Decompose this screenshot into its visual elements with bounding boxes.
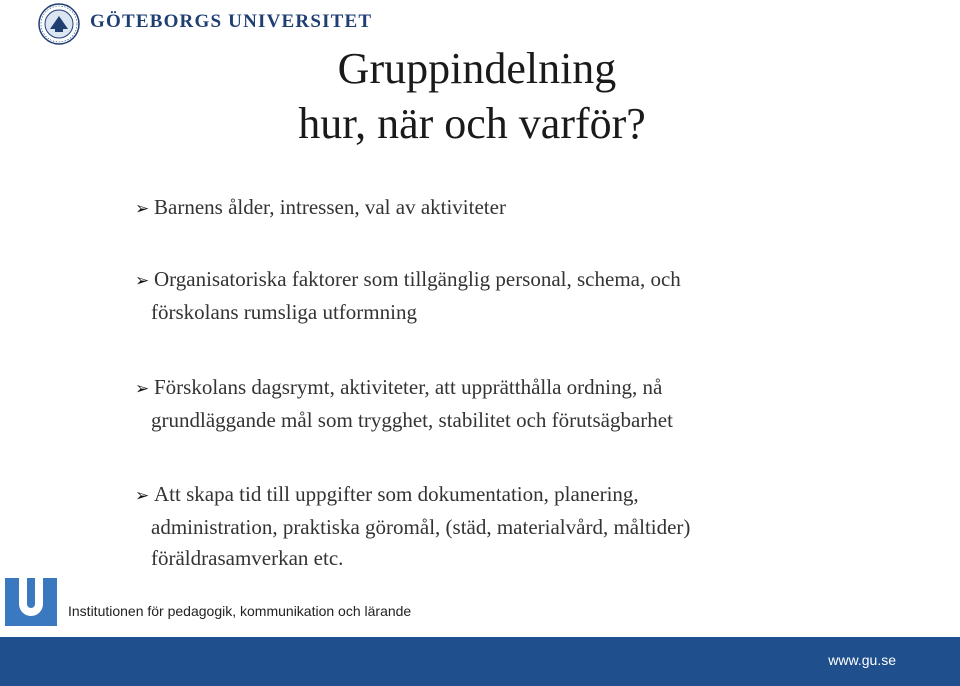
arrow-bullet-icon: ➢ (135, 271, 150, 291)
bullet-text: grundläggande mål som trygghet, stabilitet och förutsägbarhet (151, 408, 673, 432)
arrow-bullet-icon: ➢ (135, 199, 150, 219)
bullet-item (135, 479, 835, 574)
bullet-text: Barnens ålder, intressen, val av aktiviteter (154, 195, 506, 219)
bullet-text: föräldrasamverkan etc. (151, 546, 344, 570)
bullet-text: Organisatoriska faktorer som tillgänglig personal, schema, och (154, 267, 681, 291)
bullet-item (135, 264, 835, 328)
bullet-item (135, 372, 835, 436)
bullet-text: Att skapa tid till uppgifter som dokumentation, planering, (154, 482, 639, 506)
bullet-item (135, 192, 835, 225)
arrow-bullet-icon: ➢ (135, 379, 150, 399)
department-logo-icon (5, 578, 57, 626)
website-link[interactable]: www.gu.se (828, 652, 896, 668)
slide-title-line1: Gruppindelning (337, 44, 617, 93)
slide-title-line2: hur, när och varför? (298, 99, 646, 148)
bullet-text: administration, praktiska göromål, (städ, materialvård, måltider) (151, 515, 691, 539)
department-name: Institutionen för pedagogik, kommunikation och lärande (68, 603, 412, 619)
bullet-text: förskolans rumsliga utformning (151, 300, 417, 324)
university-name: GÖTEBORGS UNIVERSITET (90, 11, 373, 32)
university-seal-icon (38, 3, 80, 45)
footer-bar (0, 637, 960, 686)
bullet-text: Förskolans dagsrymt, aktiviteter, att upprätthålla ordning, nå (154, 375, 663, 399)
arrow-bullet-icon: ➢ (135, 486, 150, 506)
